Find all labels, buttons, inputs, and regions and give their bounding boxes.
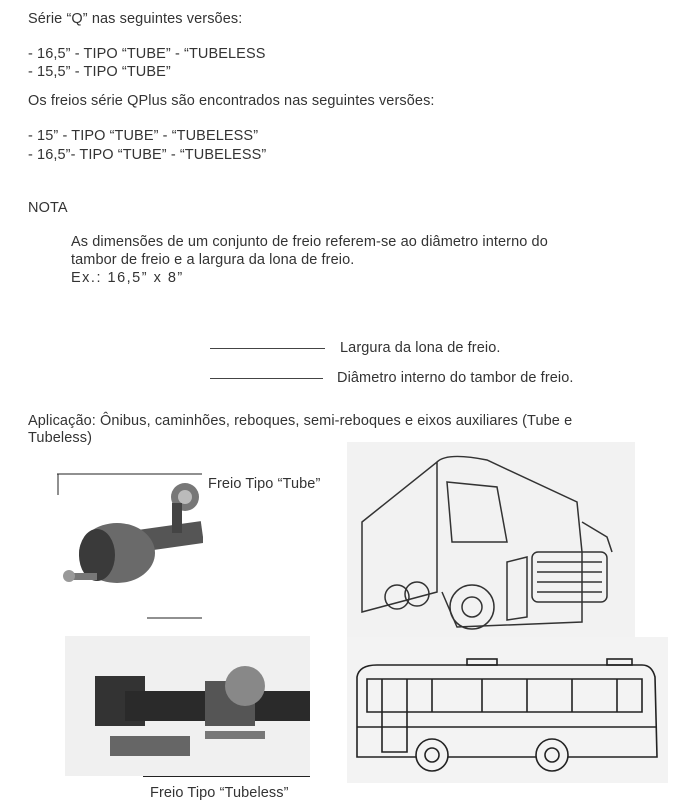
application-line-2: Tubeless) [28, 430, 93, 446]
q-series-intro: Série “Q” nas seguintes versões: [28, 11, 243, 27]
legend-width: Largura da lona de freio. [340, 340, 501, 356]
legend-line-width [210, 348, 325, 349]
nota-heading: NOTA [28, 200, 68, 216]
legend-line-diameter [210, 378, 323, 379]
nota-example: Ex.: 16,5” x 8” [71, 270, 184, 286]
tubeless-brake-image [65, 636, 310, 776]
tube-brake-image [57, 473, 203, 619]
qplus-version-2: - 16,5”- TIPO “TUBE” - “TUBELESS” [28, 147, 267, 162]
nota-line-1: As dimensões de um conjunto de freio referem-se ao diâmetro interno do [71, 234, 548, 250]
legend-diameter: Diâmetro interno do tambor de freio. [337, 370, 574, 386]
q-version-1: - 16,5” - TIPO “TUBE” - “TUBELESS [28, 46, 266, 62]
tube-caption: Freio Tipo “Tube” [208, 476, 321, 492]
q-version-2: - 15,5” - TIPO “TUBE” [28, 64, 171, 80]
application-line-1: Aplicação: Ônibus, caminhões, reboques, semi-reboques e eixos auxiliares (Tube e [28, 413, 573, 429]
truck-drawing [347, 442, 635, 637]
nota-line-2: tambor de freio e a largura da lona de freio. [71, 252, 355, 268]
qplus-intro: Os freios série QPlus são encontrados nas seguintes versões: [28, 93, 435, 109]
tubeless-caption-rule [143, 776, 310, 777]
tubeless-caption: Freio Tipo “Tubeless” [150, 785, 289, 801]
qplus-version-1: - 15” - TIPO “TUBE” - “TUBELESS” [28, 128, 259, 144]
bus-drawing [347, 637, 668, 783]
